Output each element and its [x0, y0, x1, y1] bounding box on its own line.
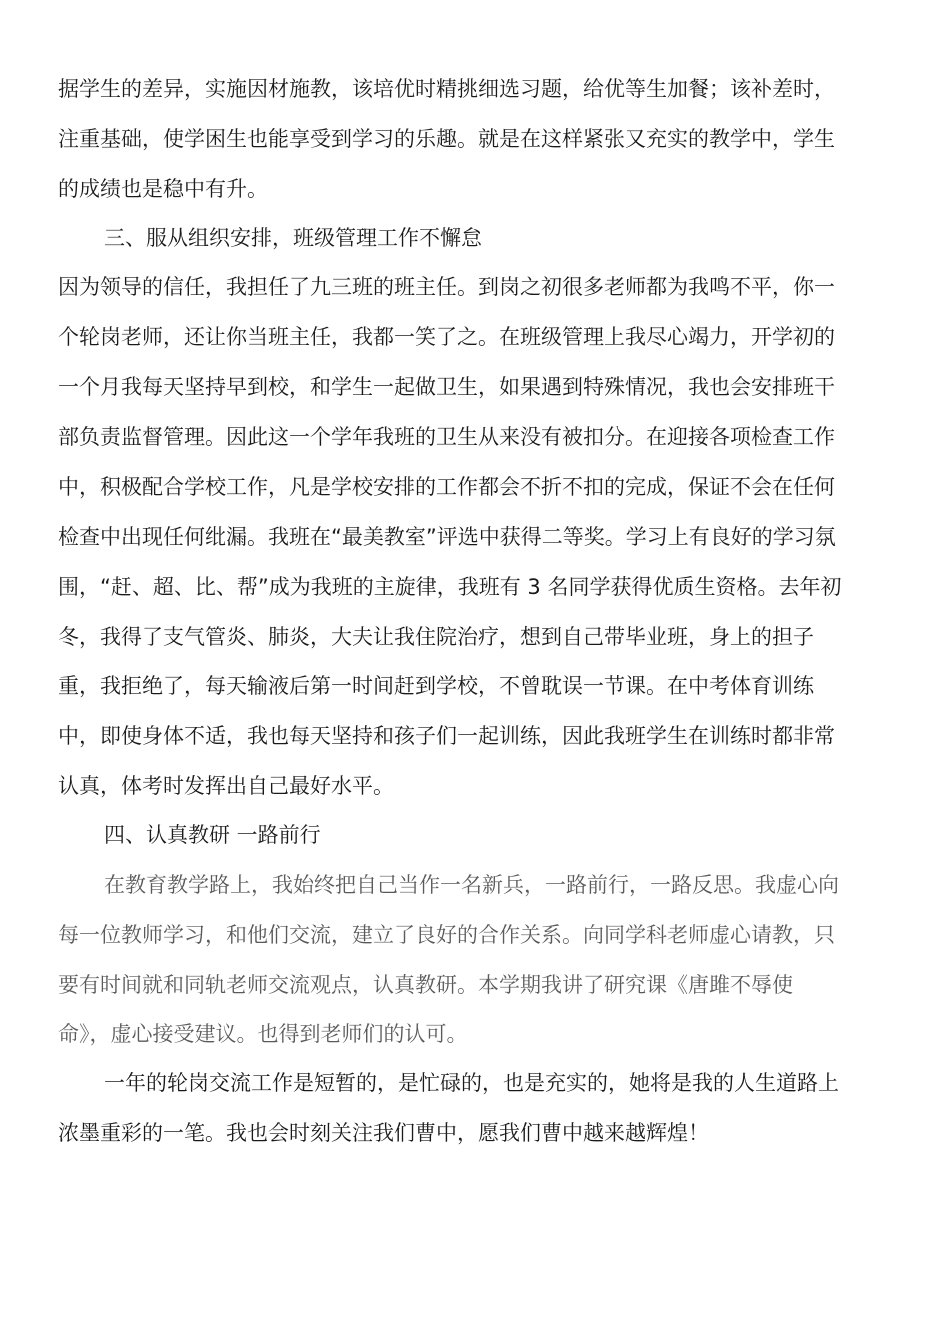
paragraph-line: 在教育教学路上，我始终把自己当作一名新兵，一路前行，一路反思。我虚心向 — [104, 873, 839, 897]
paragraph-line: 一年的轮岗交流工作是短暂的，是忙碌的，也是充实的，她将是我的人生道路上 — [104, 1071, 839, 1095]
paragraph-line: 注重基础，使学困生也能享受到学习的乐趣。就是在这样紧张又充实的教学中，学生 — [58, 127, 835, 151]
paragraph-line: 中，积极配合学校工作，凡是学校安排的工作都会不折不扣的完成，保证不会在任何 — [58, 475, 835, 499]
section-heading: 四、认真教研 一路前行 — [104, 823, 321, 847]
paragraph-line: 冬，我得了支气管炎、肺炎，大夫让我住院治疗，想到自己带毕业班，身上的担子 — [58, 625, 814, 649]
paragraph-line: 因为领导的信任，我担任了九三班的班主任。到岗之初很多老师都为我鸣不平，你一 — [58, 275, 835, 299]
section-heading: 三、服从组织安排，班级管理工作不懈怠 — [104, 226, 482, 250]
paragraph-line: 要有时间就和同轨老师交流观点，认真教研。本学期我讲了研究课《唐雎不辱使 — [58, 973, 793, 997]
paragraph-line: 浓墨重彩的一笔。我也会时刻关注我们曹中，愿我们曹中越来越辉煌！ — [58, 1121, 709, 1145]
paragraph-line: 命》，虚心接受建议。也得到老师们的认可。 — [58, 1022, 468, 1046]
paragraph-line: 围，“赶、超、比、帮”成为我班的主旋律，我班有 3 名同学获得优质生资格。去年初 — [58, 575, 842, 599]
paragraph-line: 每一位教师学习，和他们交流，建立了良好的合作关系。向同学科老师虚心请教，只 — [58, 923, 835, 947]
paragraph-line: 部负责监督管理。因此这一个学年我班的卫生从来没有被扣分。在迎接各项检查工作 — [58, 425, 835, 449]
paragraph-line: 据学生的差异，实施因材施教，该培优时精挑细选习题，给优等生加餐；该补差时， — [58, 77, 835, 101]
paragraph-line: 个轮岗老师，还让你当班主任，我都一笑了之。在班级管理上我尽心竭力，开学初的 — [58, 325, 835, 349]
paragraph-line: 一个月我每天坚持早到校，和学生一起做卫生，如果遇到特殊情况，我也会安排班干 — [58, 375, 835, 399]
paragraph-line: 认真，体考时发挥出自己最好水平。 — [58, 774, 394, 798]
paragraph-line: 的成绩也是稳中有升。 — [58, 177, 268, 201]
paragraph-line: 中，即使身体不适，我也每天坚持和孩子们一起训练，因此我班学生在训练时都非常 — [58, 724, 835, 748]
paragraph-line: 重，我拒绝了，每天输液后第一时间赶到学校，不曾耽误一节课。在中考体育训练 — [58, 674, 814, 698]
paragraph-line: 检查中出现任何纰漏。我班在“最美教室”评选中获得二等奖。学习上有良好的学习氛 — [58, 525, 836, 549]
